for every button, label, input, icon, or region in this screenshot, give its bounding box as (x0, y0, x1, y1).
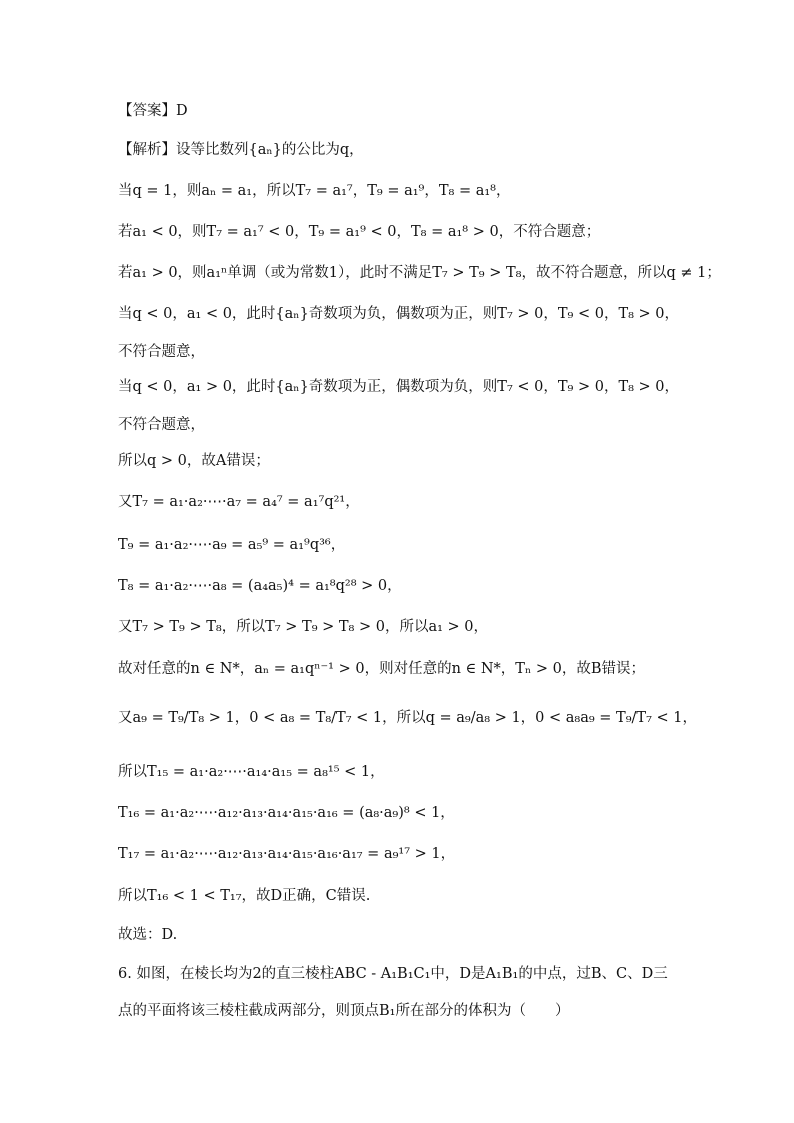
solution-line-18: 所以T₁₆ < 1 < T₁₇，故D正确，C错误. (118, 888, 371, 904)
answer-line: 【答案】D (118, 103, 188, 119)
solution-line-12: 又T₇ > T₉ > T₈，所以T₇ > T₉ > T₈ > 0，所以a₁ > 0， (118, 619, 489, 635)
solution-line-15: 所以T₁₅ = a₁·a₂·⋯·a₁₄·a₁₅ = a₈¹⁵ < 1， (118, 764, 385, 780)
solution-line-5: 不符合题意， (118, 344, 205, 360)
solution-line-6: 当q < 0，a₁ > 0，此时{aₙ}奇数项为正，偶数项为负，则T₇ < 0，T₉ > 0，T₈ > 0， (118, 379, 680, 395)
question-6-line-1: 6. 如图，在棱长均为2的直三棱柱ABC - A₁B₁C₁中，D是A₁B₁的中点，过B、C、D三 (118, 966, 668, 982)
solution-line-13: 故对任意的n ∈ N*，aₙ = a₁qⁿ⁻¹ > 0，则对任意的n ∈ N*，Tₙ > 0，故B错误； (118, 661, 646, 677)
solution-line-2: 若a₁ < 0，则T₇ = a₁⁷ < 0，T₉ = a₁⁹ < 0，T₈ = a₁⁸ > 0，不符合题意； (118, 224, 601, 240)
solution-line-14: 又a₉ = T₉/T₈ > 1，0 < a₈ = T₈/T₇ < 1，所以q = a₉/a₈ > 1，0 < a₈a₉ = T₉/T₇ < 1， (118, 710, 698, 726)
solution-line-1: 当q = 1，则aₙ = a₁，所以T₇ = a₁⁷，T₉ = a₁⁹，T₈ = a₁⁸， (118, 183, 511, 199)
solution-line-17: T₁₇ = a₁·a₂·⋯·a₁₂·a₁₃·a₁₄·a₁₅·a₁₆·a₁₇ = a₉¹⁷ > 1， (118, 846, 456, 862)
solution-line-10: T₉ = a₁·a₂·⋯·a₉ = a₅⁹ = a₁⁹q³⁶， (118, 537, 346, 553)
solution-line-4: 当q < 0，a₁ < 0，此时{aₙ}奇数项为负，偶数项为正，则T₇ > 0，T₉ < 0，T₈ > 0， (118, 306, 680, 322)
solution-line-9: 又T₇ = a₁·a₂·⋯·a₇ = a₄⁷ = a₁⁷q²¹， (118, 494, 360, 510)
solution-line-16: T₁₆ = a₁·a₂·⋯·a₁₂·a₁₃·a₁₄·a₁₅·a₁₆ = (a₈·a₉)⁸ < 1， (118, 805, 455, 821)
solution-line-19: 故选：D. (118, 927, 178, 943)
solution-line-7: 不符合题意， (118, 417, 205, 433)
analysis-intro: 【解析】设等比数列{aₙ}的公比为q， (118, 142, 364, 158)
solution-line-11: T₈ = a₁·a₂·⋯·a₈ = (a₄a₅)⁴ = a₁⁸q²⁸ > 0， (118, 578, 402, 594)
solution-line-3: 若a₁ > 0，则a₁ⁿ单调（或为常数1），此时不满足T₇ > T₉ > T₈，故不符合题意，所以q ≠ 1； (118, 265, 721, 281)
solution-line-8: 所以q > 0，故A错误； (118, 453, 270, 469)
question-6-line-2: 点的平面将该三棱柱截成两部分，则顶点B₁所在部分的体积为（ ） (118, 1003, 570, 1019)
